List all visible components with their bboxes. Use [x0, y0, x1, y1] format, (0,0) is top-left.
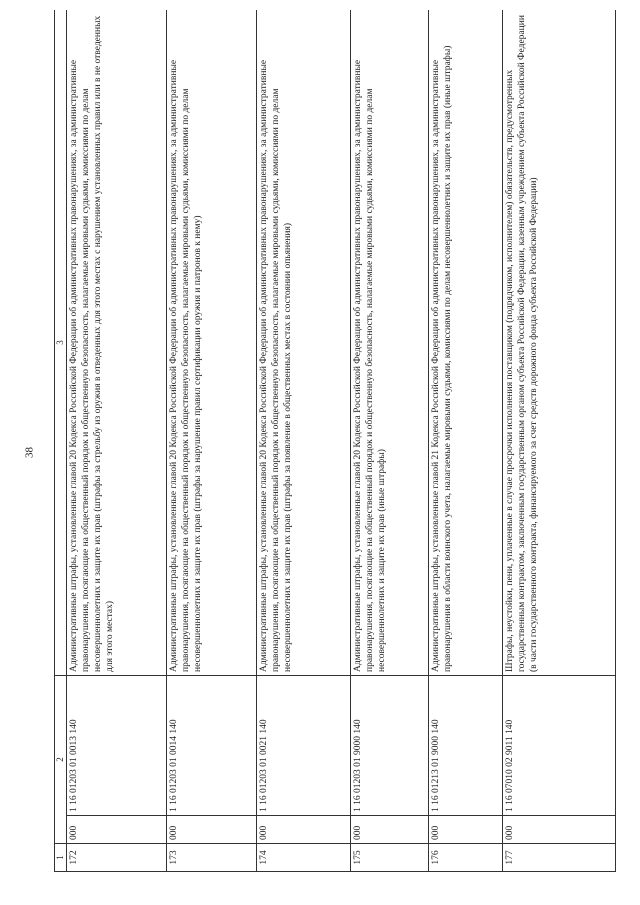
row-number: 173	[167, 844, 257, 872]
description: Административные штрафы, установленные главой 20 Кодекса Российской Федерации об административных правонарушениях, за административные правонарушения, посягающие на общественный порядок и общественную безопасность, налагаемые мировыми судьями, комиссиями по делам несовершеннолетних и защите их прав (иные штрафы)	[351, 10, 429, 676]
header-col-2: 2	[55, 676, 67, 844]
description: Административные штрафы, установленные главой 20 Кодекса Российской Федерации об административных правонарушениях, за административные правонарушения, посягающие на общественный порядок и общественную безопасность, налагаемые мировыми судьями, комиссиями по делам несовершеннолетних и защите их прав (штрафы за нарушение правил сертификации оружия и патронов к нему)	[167, 10, 257, 676]
row-number: 177	[503, 844, 616, 872]
admin-code: 000	[503, 816, 616, 844]
header-col-1: 1	[55, 844, 67, 872]
rotated-page-area	[54, 10, 616, 872]
page-number: 38	[23, 447, 36, 458]
budget-code: 1 16 01213 01 9000 140	[429, 676, 503, 816]
table-row	[503, 10, 616, 872]
admin-code: 000	[167, 816, 257, 844]
description: Административные штрафы, установленные главой 20 Кодекса Российской Федерации об административных правонарушениях, за административные правонарушения, посягающие на общественный порядок и общественную безопасность, налагаемые мировыми судьями, комиссиями по делам несовершеннолетних и защите их прав (штрафы за появление в общественных местах в состоянии опьянения)	[257, 10, 351, 676]
table-row	[351, 10, 429, 872]
admin-code: 000	[67, 816, 167, 844]
table-row	[67, 10, 167, 872]
budget-code: 1 16 01203 01 0014 140	[167, 676, 257, 816]
table-container	[54, 10, 616, 872]
admin-code: 000	[257, 816, 351, 844]
revenue-codes-table	[54, 10, 616, 872]
description: Административные штрафы, установленные главой 20 Кодекса Российской Федерации об административных правонарушениях, за административные правонарушения, посягающие на общественный порядок и общественную безопасность, налагаемые мировыми судьями, комиссиями по делам несовершеннолетних и защите их прав (штрафы за стрельбу из оружия в отведенных для этого местах с нарушением установленных правил или в не отведенных для этого местах)	[67, 10, 167, 676]
budget-code: 1 16 01203 01 0021 140	[257, 676, 351, 816]
admin-code: 000	[351, 816, 429, 844]
budget-code: 1 16 01203 01 0013 140	[67, 676, 167, 816]
budget-code: 1 16 01203 01 9000 140	[351, 676, 429, 816]
table-row	[429, 10, 503, 872]
row-number: 174	[257, 844, 351, 872]
description: Штрафы, неустойки, пени, уплаченные в случае просрочки исполнения поставщиком (подрядчиком, исполнителем) обязательств, предусмотренных государственным контрактом, заключенным государственным органом субъекта Российской Федерации, казенным учреждением субъекта Российской Федерации (в части государственного контракта, финансируемого за счет средств дорожного фонда субъекта Российской Федерации)	[503, 10, 616, 676]
admin-code: 000	[429, 816, 503, 844]
table-row	[257, 10, 351, 872]
budget-code: 1 16 07010 02 9011 140	[503, 676, 616, 816]
description: Административные штрафы, установленные главой 21 Кодекса Российской Федерации об административных правонарушениях, за административные правонарушения в области воинского учета, налагаемые мировыми судьями, комиссиями по делам несовершеннолетних и защите их прав (иные штрафы)	[429, 10, 503, 676]
table-row	[167, 10, 257, 872]
row-number: 176	[429, 844, 503, 872]
table-header-row	[55, 10, 67, 872]
row-number: 175	[351, 844, 429, 872]
row-number: 172	[67, 844, 167, 872]
header-col-3: 3	[55, 10, 67, 676]
